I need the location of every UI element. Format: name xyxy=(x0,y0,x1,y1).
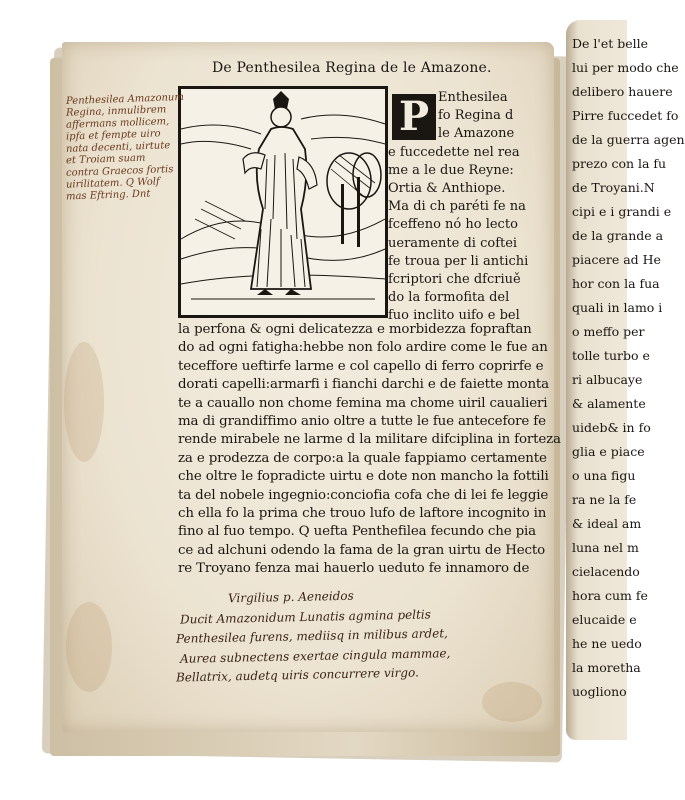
facing-page-line: tolle turbo e xyxy=(572,348,650,363)
facing-page-line: o una figu xyxy=(572,468,636,483)
column-line: ueramente di coftei xyxy=(388,235,518,251)
column-line: do la formofita del xyxy=(388,290,510,306)
column-line: fuo inclito uifo e bel xyxy=(388,308,520,324)
facing-page-line: & ideal am xyxy=(572,516,642,531)
facing-page-line: ra ne la fe xyxy=(572,492,637,507)
body-line: teceffore ueftirfe larme e col capello di ferro coprirfe e xyxy=(178,358,544,374)
facing-page-line: prezo con la fu xyxy=(572,156,667,171)
decorated-initial: P xyxy=(392,94,436,140)
column-line: me a le due Reyne: xyxy=(388,162,514,178)
footer-note-line: Penthesilea furens, mediisq in milibus ardet, xyxy=(175,626,449,646)
body-line: dorati capelli:armarfi i fianchi darchi e de faiette monta xyxy=(178,377,549,393)
body-line: za e prodezza de corpo:a la quale fappiamo certamente xyxy=(178,450,547,466)
woodcut-illustration xyxy=(178,86,388,318)
body-line: che oltre le fopradicte uirtu e dote non mancho la fottili xyxy=(178,469,549,485)
facing-page-line: Pirre fuccedet fo xyxy=(572,108,679,123)
footer-note-line: Virgilius p. Aeneidos xyxy=(227,588,354,606)
page-stain xyxy=(66,602,112,692)
margin-note-line: Penthesilea Amazonum xyxy=(65,91,185,108)
body-line: rende mirabele ne larme d la militare difciplina in forteza xyxy=(178,432,561,448)
column-line: fe troua per li antichi xyxy=(388,253,529,269)
margin-note-line: affermans mollicem, xyxy=(65,116,170,131)
column-line: Ma di ch paréti fe na xyxy=(388,199,526,215)
margin-note-line: nata decenti, uirtute xyxy=(65,140,171,155)
facing-page-line: hor con la fua xyxy=(572,276,660,291)
body-line: te a cauallo non chome femina ma chome uiril caualieri xyxy=(178,395,548,411)
facing-page-line: quali in lamo i xyxy=(572,300,663,315)
column-line: fcriptori che dfcriuě xyxy=(388,272,521,287)
facing-page-line: De l'et belle xyxy=(572,36,649,51)
facing-page-line: uogliono xyxy=(572,684,627,699)
facing-page-line: hora cum fe xyxy=(572,588,648,603)
facing-page-line: glia e piace xyxy=(572,444,645,459)
page-stain xyxy=(482,682,542,722)
margin-note-line: uirilitatem. Q Wolf xyxy=(65,176,160,191)
facing-page-line: ri albucaye xyxy=(572,372,643,387)
column-line: Ortia & Anthiope. xyxy=(388,181,506,196)
facing-page-line: de Troyani.N xyxy=(572,180,655,195)
facing-page-line: & alamente xyxy=(572,396,646,411)
facing-page-line: delibero hauere xyxy=(572,84,673,99)
body-line: ch ella fo la prima che trouo lufo de laftore incognito in xyxy=(178,506,547,521)
margin-note-line: Regina, inmulibrem xyxy=(65,104,167,119)
footer-note-line: Ducit Amazonidum Lunatis agmina peltis xyxy=(179,606,431,627)
column-line: fceffeno nó ho lecto xyxy=(388,217,518,233)
facing-page-line: cipi e i grandi e xyxy=(572,204,672,219)
column-line: le Amazone xyxy=(438,126,515,142)
facing-page-line: lui per modo che xyxy=(572,60,679,75)
running-head: De Penthesilea Regina de le Amazone. xyxy=(212,60,492,76)
facing-page-line: o meffo per xyxy=(572,324,645,339)
facing-page-line: de la guerra agen xyxy=(572,132,685,147)
page-stain xyxy=(64,342,104,462)
facing-page-line: piacere ad He xyxy=(572,252,661,267)
body-line: ta del nobele ingegnio:conciofia cofa che di lei fe leggie xyxy=(178,487,549,503)
margin-note-line: et Troiam suam xyxy=(65,152,146,167)
body-line: ma di grandiffimo anio oltre a tutte le fue antecefore fe xyxy=(178,414,546,429)
facing-page-line: elucaide e xyxy=(572,612,637,627)
facing-page-line: he ne uedo xyxy=(572,636,642,651)
column-line: fo Regina d xyxy=(438,108,514,124)
margin-note-line: contra Graecos fortis xyxy=(65,164,174,179)
body-line: fino al fuo tempo. Q uefta Penthefilea fecundo che pia xyxy=(178,524,537,540)
facing-page-line: luna nel m xyxy=(572,540,639,555)
margin-note-line: ipfa et fempte uiro xyxy=(65,128,161,143)
body-line: ce ad alchuni odendo la fama de la gran uirtu de Hecto xyxy=(178,542,546,558)
body-line: la perfona & ogni delicatezza e morbidezza fopraftan xyxy=(178,322,532,337)
facing-page-line: de la grande a xyxy=(572,228,664,243)
body-line: do ad ogni fatigha:hebbe non folo ardire come le fue an xyxy=(178,340,548,356)
footer-note-line: Bellatrix, audetq uiris concurrere virgo. xyxy=(175,665,419,685)
facing-page xyxy=(566,20,685,740)
footer-note-line: Aurea subnectens exertae cingula mammae, xyxy=(179,645,451,666)
margin-note-line: mas Eftring. Dnt xyxy=(65,188,151,203)
facing-page-line: la moretha xyxy=(572,660,641,675)
column-line: Enthesilea xyxy=(438,90,508,105)
facing-page-line: uideb& in fo xyxy=(572,420,651,435)
column-line: e fuccedette nel rea xyxy=(388,144,520,160)
body-line: re Troyano fenza mai hauerlo ueduto fe innamoro de xyxy=(178,561,530,577)
facing-page-line: cielacendo xyxy=(572,564,640,579)
